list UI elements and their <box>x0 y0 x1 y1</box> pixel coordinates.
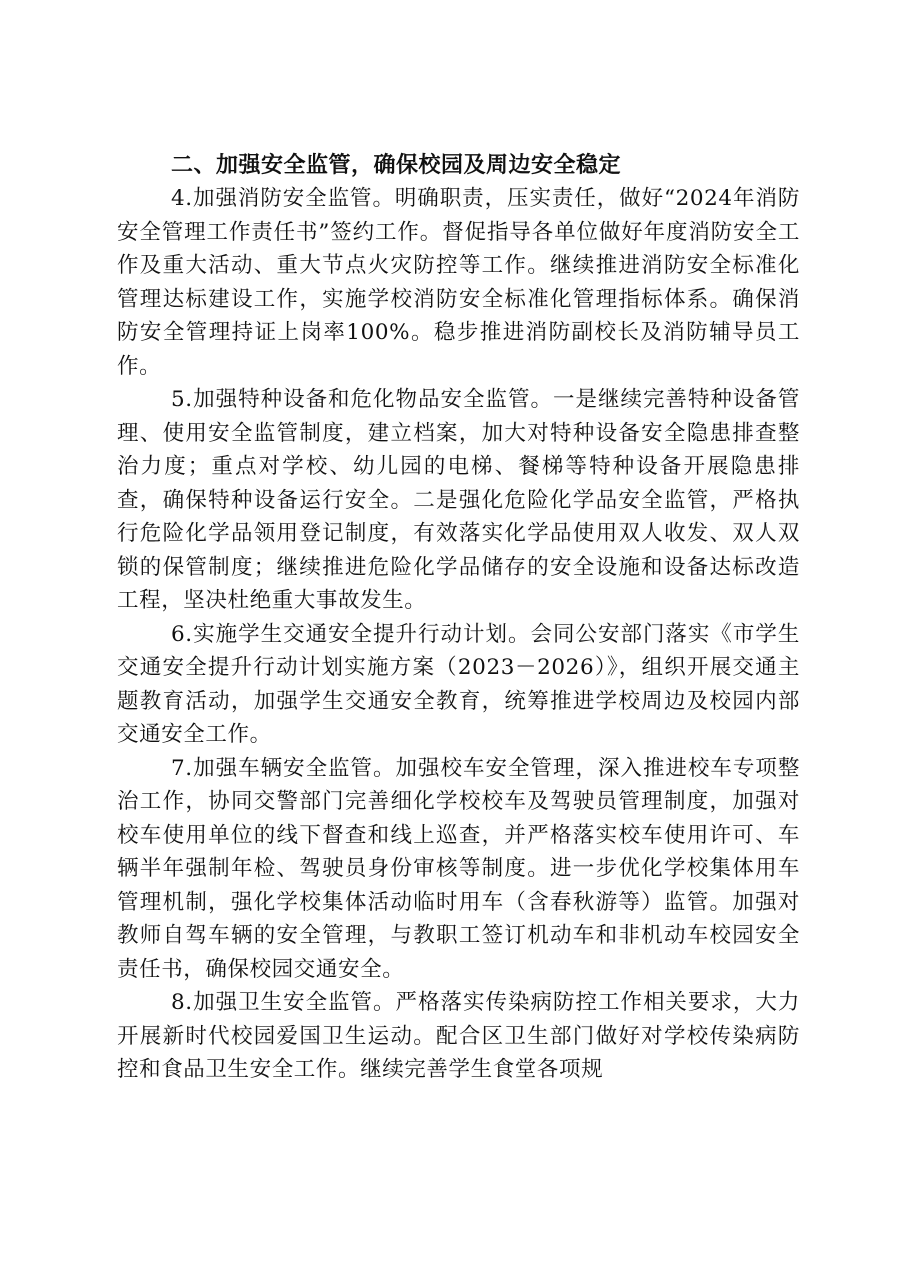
paragraph-item-8: 8.加强卫生安全监管。严格落实传染病防控工作相关要求，大力开展新时代校园爱国卫生运动。配合区卫生部门做好对学校传染病防控和食品卫生安全工作。继续完善学生食堂各项规 <box>117 990 800 1082</box>
paragraph-item-5: 5.加强特种设备和危化物品安全监管。一是继续完善特种设备管理、使用安全监管制度，建立档案，加大对特种设备安全隐患排查整治力度；重点对学校、幼儿园的电梯、餐梯等特种设备开展隐患排查，确保特种设备运行安全。二是强化危险化学品安全监管，严格执行危险化学品领用登记制度，有效落实化学品使用双人收发、双人双锁的保管制度；继续推进危险化学品储存的安全设施和设备达标改造工程，坚决杜绝重大事故发生。 <box>117 387 800 613</box>
paragraph-item-4: 4.加强消防安全监管。明确职责，压实责任，做好“2024年消防安全管理工作责任书”签约工作。督促指导各单位做好年度消防安全工作及重大活动、重大节点火灾防控等工作。继续推进消防安全标准化管理达标建设工作，实施学校消防安全标准化管理指标体系。确保消防安全管理持证上岗率100%。稳步推进消防副校长及消防辅导员工作。 <box>117 186 800 379</box>
paragraph-item-6: 6.实施学生交通安全提升行动计划。会同公安部门落实《市学生交通安全提升行动计划实施方案（2023－2026）》，组织开展交通主题教育活动，加强学生交通安全教育，统筹推进学校周边及校园内部交通安全工作。 <box>117 621 800 747</box>
section-heading: 二、加强安全监管，确保校园及周边安全稳定 <box>171 153 622 178</box>
paragraph-item-7: 7.加强车辆安全监管。加强校车安全管理，深入推进校车专项整治工作，协同交警部门完善细化学校校车及驾驶员管理制度，加强对校车使用单位的线下督查和线上巡查，并严格落实校车使用许可、车辆半年强制年检、驾驶员身份审核等制度。进一步优化学校集体用车管理机制，强化学校集体活动临时用车（含春秋游等）监管。加强对教师自驾车辆的安全管理，与教职工签订机动车和非机动车校园安全责任书，确保校园交通安全。 <box>117 755 800 982</box>
document-body <box>117 150 800 1087</box>
